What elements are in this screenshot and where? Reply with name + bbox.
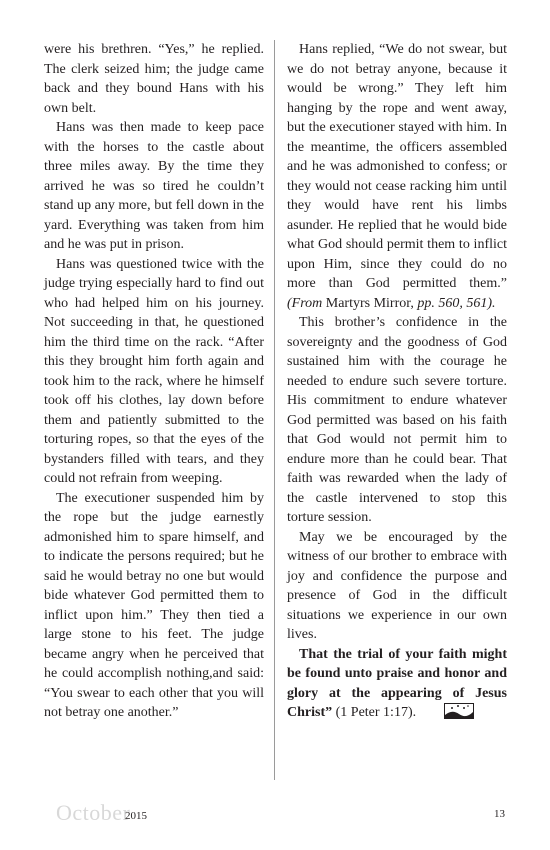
right-column	[287, 40, 507, 723]
paragraph-text: Hans replied, “We do not swear, but we do not betray anyone, because it would be wrong.” They left him hanging by the rope and went away, but the executioner stayed with him. In the meantime, the officers assembled and he was admonished to confess; or they would not cease racking him until they would have rent his limbs asunder. He replied that he would bide what God should permit them to inflict upon Him, since they could do no more than God permitted them.”	[287, 42, 507, 291]
citation-source: Martyrs Mirror,	[325, 295, 414, 311]
paragraph: Hans was questioned twice with the judge trying especially hard to find out who had helped him on his journey. Not succeeding in that, he questioned him the third time on the rack. “After this they brought him forth again and took him to the rack, where he himself took off his clothes, lay down before them and patiently submitted to the torturing ropes, so that the eyes of the bystanders filled with tears, and they could not refrain from weeping.	[44, 256, 264, 486]
citation-pages: pp. 560, 561).	[417, 295, 496, 311]
paragraph: The executioner suspended him by the rope but the judge earnestly admonished him to spare himself, and to indicate the persons required; but he said he would betray no one but would bide whatever God permitted them to inflict upon him.” They then tied a large stone to his feet. The judge became angry when he perceived that he could accomplish nothing,and said: “You swear to each other that you will not betray one another.”	[44, 490, 264, 720]
paragraph: were his brethren. “Yes,” he replied. The clerk seized him; the judge came back and they bound Hans with his own belt.	[44, 42, 264, 116]
citation-prefix: (From	[287, 295, 323, 311]
scripture-verse	[287, 645, 507, 723]
paragraph	[287, 40, 507, 313]
footer-month: October	[56, 800, 131, 825]
footer-year: 2015	[125, 810, 147, 822]
verse-reference: (1 Peter 1:17).	[335, 705, 417, 720]
paragraph: This brother’s confidence in the sovereignty and the goodness of God sustained him with the courage he needed to endure such severe torture. His commitment to endure whatever God permitted was based on his faith that God would not permit him to endure more than he could bear. That faith was rewarded when the lady of the castle intervened to stop this torture session.	[287, 315, 507, 525]
left-column	[44, 40, 264, 723]
paragraph: Hans was then made to keep pace with the horses to the castle about three miles away. By the time they arrived he was so tired he couldn’t stand up any more, but fell down in the yard. Everything was taken from him and he was put in prison.	[44, 120, 264, 252]
landscape-ornament-icon	[444, 703, 474, 719]
verse-text: That the trial of your faith might be found unto praise and honor and glory at the appearing of Jesus Christ”	[287, 646, 507, 720]
paragraph: May we be encouraged by the witness of our brother to embrace with joy and confidence the purpose and presence of God in the difficult situations we experience in our own lives.	[287, 529, 507, 642]
page-number: 13	[494, 808, 505, 820]
column-divider	[274, 40, 275, 780]
